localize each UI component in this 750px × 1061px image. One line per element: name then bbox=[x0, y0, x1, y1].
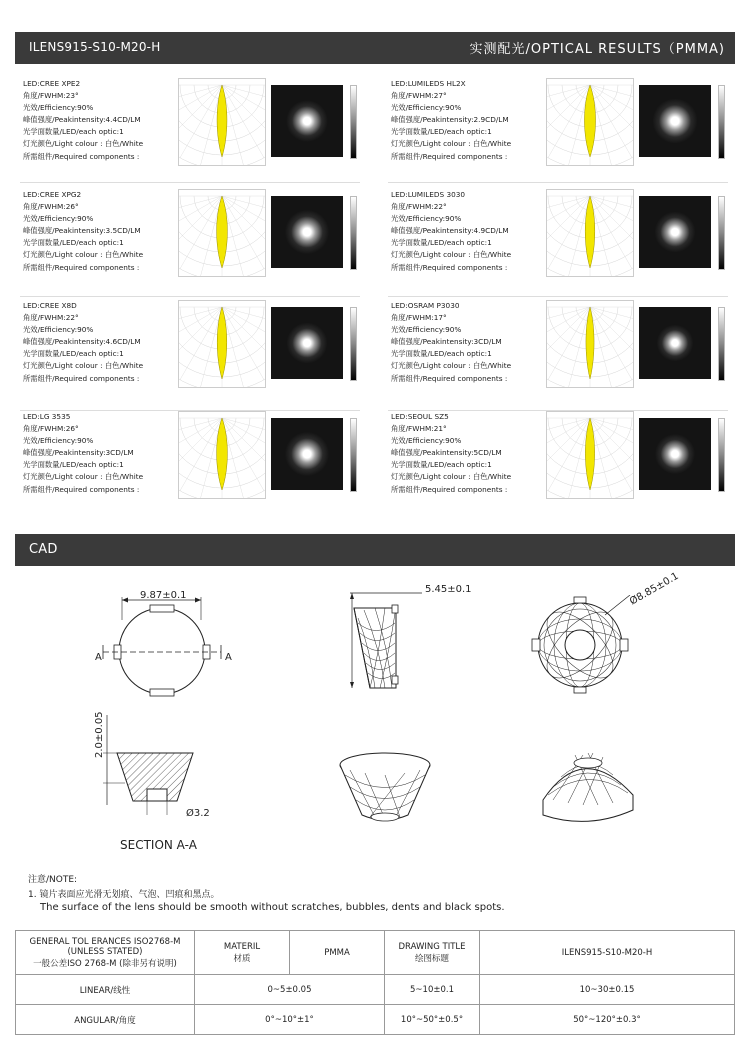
note-title: 注意/NOTE: bbox=[28, 875, 78, 885]
drawing-title-value: ILENS915-S10-M20-H bbox=[480, 931, 735, 975]
spec-efficiency: 光效/Efficiency:90% bbox=[391, 325, 462, 335]
polar-grid-spoke bbox=[590, 307, 632, 380]
polar-grid-spoke bbox=[222, 85, 266, 144]
illuminance-spot-image bbox=[639, 196, 711, 268]
polar-distribution-chart bbox=[546, 189, 634, 277]
drawing-label-cn: 绘图标题 bbox=[414, 953, 449, 964]
polar-grid-spoke bbox=[222, 307, 266, 366]
spec-led: LED:OSRAM P3030 bbox=[391, 301, 460, 310]
beam-distribution-curve bbox=[217, 307, 227, 379]
polar-distribution-chart bbox=[178, 300, 266, 388]
row-divider bbox=[20, 410, 360, 411]
polar-grid-spoke bbox=[180, 196, 222, 269]
note-line-cn: 1. 镜片表面应光滑无划痕、气泡、凹痕和黑点。 bbox=[28, 890, 220, 900]
polar-grid-spoke bbox=[178, 196, 222, 255]
cad-front-view bbox=[530, 595, 640, 705]
row-divider bbox=[20, 182, 360, 183]
general-tolerance-cell bbox=[16, 931, 195, 975]
spec-components: 所需组件/Required components : bbox=[23, 151, 140, 161]
polar-grid-spoke bbox=[590, 418, 632, 491]
spec-angle: 角度/FWHM:27° bbox=[391, 91, 447, 101]
spec-components: 所需组件/Required components : bbox=[391, 151, 508, 161]
polar-grid-spoke bbox=[222, 307, 266, 329]
polar-grid-spoke bbox=[222, 196, 266, 218]
cad-side-view bbox=[340, 588, 460, 693]
spec-peak: 峰值强度/Peakintensity:5CD/LM bbox=[391, 448, 502, 458]
spec-optic: 光学面数量/LED/each optic:1 bbox=[391, 127, 492, 137]
illuminance-spot-image bbox=[639, 307, 711, 379]
polar-grid-spoke bbox=[180, 418, 222, 491]
beam-distribution-curve bbox=[217, 85, 227, 157]
material-label-cell bbox=[195, 931, 290, 975]
dim-width: 9.87±0.1 bbox=[140, 590, 187, 601]
spec-led: LED:LG 3535 bbox=[23, 412, 71, 421]
drawing-label: DRAWING TITLE bbox=[398, 941, 466, 952]
polar-grid-spoke bbox=[222, 418, 264, 491]
polar-grid-spoke bbox=[222, 85, 266, 107]
polar-grid-spoke bbox=[590, 196, 634, 218]
polar-distribution-chart bbox=[178, 189, 266, 277]
polar-grid-spoke bbox=[222, 307, 264, 380]
section-title: 实测配光/OPTICAL RESULTS（PMMA) bbox=[469, 42, 725, 57]
polar-grid-spoke bbox=[178, 85, 222, 107]
spec-efficiency: 光效/Efficiency:90% bbox=[391, 436, 462, 446]
polar-distribution-chart bbox=[546, 78, 634, 166]
polar-grid-spoke bbox=[590, 196, 632, 269]
spec-colour: 灯光颜色/Light colour : 白色/White bbox=[23, 361, 144, 371]
polar-grid-spoke bbox=[546, 307, 590, 329]
optical-result-item bbox=[383, 78, 743, 184]
material-label: MATERIL bbox=[223, 941, 261, 952]
spec-components: 所需组件/Required components : bbox=[23, 262, 140, 272]
polar-grid-spoke bbox=[546, 418, 590, 440]
general-tolerance-en: GENERAL TOL ERANCES ISO2768-M bbox=[29, 936, 181, 947]
section-label: SECTION A-A bbox=[120, 838, 197, 852]
spec-peak: 峰值强度/Peakintensity:3CD/LM bbox=[391, 337, 502, 347]
spec-angle: 角度/FWHM:26° bbox=[23, 424, 79, 434]
row-divider bbox=[388, 182, 728, 183]
spec-angle: 角度/FWHM:22° bbox=[391, 202, 447, 212]
spec-colour: 灯光颜色/Light colour : 白色/White bbox=[23, 139, 144, 149]
illuminance-spot-image bbox=[271, 85, 343, 157]
polar-grid-spoke bbox=[178, 418, 222, 477]
intensity-scale-bar bbox=[718, 307, 725, 381]
row-divider bbox=[20, 296, 360, 297]
linear-range-2: 5~10±0.1 bbox=[385, 975, 480, 1005]
polar-grid-spoke bbox=[546, 85, 590, 107]
intensity-scale-bar bbox=[350, 307, 357, 381]
optical-result-item bbox=[383, 189, 743, 295]
beam-distribution-curve bbox=[217, 418, 228, 490]
intensity-scale-bar bbox=[718, 418, 725, 492]
polar-distribution-chart bbox=[178, 78, 266, 166]
optical-result-item bbox=[15, 189, 375, 295]
cad-bar bbox=[15, 534, 735, 566]
spec-list bbox=[391, 189, 511, 274]
spec-angle: 角度/FWHM:23° bbox=[23, 91, 79, 101]
spec-list bbox=[23, 189, 143, 274]
beam-distribution-curve bbox=[585, 196, 595, 268]
row-divider bbox=[388, 410, 728, 411]
polar-grid-spoke bbox=[590, 418, 634, 477]
polar-grid-spoke bbox=[590, 196, 634, 255]
cad-title: CAD bbox=[29, 542, 58, 557]
spec-colour: 灯光颜色/Light colour : 白色/White bbox=[391, 139, 512, 149]
polar-grid-spoke bbox=[178, 307, 222, 366]
section-mark-right: A bbox=[225, 652, 232, 663]
polar-grid-spoke bbox=[178, 418, 222, 440]
spec-components: 所需组件/Required components : bbox=[23, 484, 140, 494]
dim-section-height: 2.0±0.05 bbox=[94, 711, 105, 758]
polar-grid-spoke bbox=[546, 196, 590, 255]
polar-grid-spoke bbox=[546, 307, 590, 366]
material-label-cn: 材质 bbox=[233, 953, 251, 964]
cad-iso-view-2 bbox=[533, 745, 643, 825]
polar-grid-spoke bbox=[178, 307, 222, 329]
spec-peak: 峰值强度/Peakintensity:2.9CD/LM bbox=[391, 115, 509, 125]
spec-angle: 角度/FWHM:22° bbox=[23, 313, 79, 323]
polar-grid-spoke bbox=[548, 307, 590, 380]
note-line-en: The surface of the lens should be smooth without scratches, bubbles, dents and black spots. bbox=[40, 902, 505, 913]
polar-grid-spoke bbox=[590, 418, 634, 440]
spec-list bbox=[23, 78, 143, 163]
polar-grid-spoke bbox=[548, 85, 590, 158]
intensity-scale-bar bbox=[718, 85, 725, 159]
spec-led: LED:CREE XPE2 bbox=[23, 79, 81, 88]
spec-components: 所需组件/Required components : bbox=[391, 373, 508, 383]
table-row bbox=[16, 975, 735, 1005]
spec-efficiency: 光效/Efficiency:90% bbox=[23, 325, 94, 335]
polar-grid-spoke bbox=[222, 418, 266, 440]
spec-led: LED:CREE X8D bbox=[23, 301, 77, 310]
spec-angle: 角度/FWHM:17° bbox=[391, 313, 447, 323]
section-mark-left: A bbox=[95, 652, 102, 663]
spec-list bbox=[391, 411, 511, 496]
illuminance-spot-image bbox=[271, 196, 343, 268]
optical-result-item bbox=[383, 300, 743, 406]
illuminance-spot-image bbox=[271, 307, 343, 379]
table-row bbox=[16, 1005, 735, 1035]
beam-distribution-curve bbox=[585, 418, 594, 490]
polar-grid-spoke bbox=[548, 418, 590, 491]
dim-height: 5.45±0.1 bbox=[425, 584, 472, 595]
spec-optic: 光学面数量/LED/each optic:1 bbox=[23, 349, 124, 359]
beam-distribution-curve bbox=[584, 85, 595, 157]
linear-range-1: 0~5±0.05 bbox=[195, 975, 385, 1005]
linear-range-3: 10~30±0.15 bbox=[480, 975, 735, 1005]
optical-result-item bbox=[15, 300, 375, 406]
spec-efficiency: 光效/Efficiency:90% bbox=[23, 436, 94, 446]
spec-efficiency: 光效/Efficiency:90% bbox=[391, 214, 462, 224]
header-bar bbox=[15, 32, 735, 64]
optical-result-item bbox=[15, 78, 375, 184]
beam-distribution-curve bbox=[217, 196, 228, 268]
illuminance-spot-image bbox=[639, 85, 711, 157]
tolerance-table bbox=[15, 930, 735, 1035]
polar-distribution-chart bbox=[546, 300, 634, 388]
polar-grid-spoke bbox=[222, 196, 264, 269]
material-value: PMMA bbox=[290, 931, 385, 975]
spec-peak: 峰值强度/Peakintensity:3CD/LM bbox=[23, 448, 134, 458]
polar-grid-spoke bbox=[180, 85, 222, 158]
angular-label: ANGULAR/角度 bbox=[16, 1005, 195, 1035]
polar-grid-spoke bbox=[546, 418, 590, 477]
spec-led: LED:LUMILEDS 3030 bbox=[391, 190, 466, 199]
polar-grid-spoke bbox=[590, 85, 634, 107]
polar-grid-spoke bbox=[590, 307, 634, 329]
intensity-scale-bar bbox=[350, 418, 357, 492]
spec-components: 所需组件/Required components : bbox=[391, 262, 508, 272]
angular-range-3: 50°~120°±0.3° bbox=[480, 1005, 735, 1035]
cad-section-view bbox=[95, 705, 215, 825]
spec-list bbox=[23, 411, 143, 496]
spec-list bbox=[23, 300, 143, 385]
polar-grid-spoke bbox=[178, 196, 222, 218]
spec-list bbox=[391, 78, 511, 163]
polar-grid-spoke bbox=[222, 418, 266, 477]
spec-angle: 角度/FWHM:21° bbox=[391, 424, 447, 434]
polar-grid-spoke bbox=[222, 85, 264, 158]
polar-distribution-chart bbox=[178, 411, 266, 499]
spec-peak: 峰值强度/Peakintensity:3.5CD/LM bbox=[23, 226, 141, 236]
intensity-scale-bar bbox=[718, 196, 725, 270]
spec-led: LED:LUMILEDS HL2X bbox=[391, 79, 466, 88]
general-tolerance-en2: (UNLESS STATED) bbox=[67, 946, 143, 957]
spec-colour: 灯光颜色/Light colour : 白色/White bbox=[391, 472, 512, 482]
spec-led: LED:SEOUL SZ5 bbox=[391, 412, 449, 421]
spec-colour: 灯光颜色/Light colour : 白色/White bbox=[391, 250, 512, 260]
spec-components: 所需组件/Required components : bbox=[391, 484, 508, 494]
spec-optic: 光学面数量/LED/each optic:1 bbox=[391, 460, 492, 470]
model-name: ILENS915-S10-M20-H bbox=[29, 40, 161, 54]
spec-efficiency: 光效/Efficiency:90% bbox=[23, 103, 94, 113]
cad-iso-view-1 bbox=[330, 745, 440, 825]
polar-grid-spoke bbox=[590, 85, 632, 158]
polar-distribution-chart bbox=[546, 411, 634, 499]
row-divider bbox=[388, 296, 728, 297]
polar-grid-spoke bbox=[178, 85, 222, 144]
table-row bbox=[16, 931, 735, 975]
angular-range-1: 0°~10°±1° bbox=[195, 1005, 385, 1035]
spec-colour: 灯光颜色/Light colour : 白色/White bbox=[23, 472, 144, 482]
spec-efficiency: 光效/Efficiency:90% bbox=[391, 103, 462, 113]
spec-peak: 峰值强度/Peakintensity:4.6CD/LM bbox=[23, 337, 141, 347]
spec-colour: 灯光颜色/Light colour : 白色/White bbox=[391, 361, 512, 371]
spec-angle: 角度/FWHM:26° bbox=[23, 202, 79, 212]
spec-optic: 光学面数量/LED/each optic:1 bbox=[23, 127, 124, 137]
polar-grid-spoke bbox=[590, 85, 634, 144]
spec-efficiency: 光效/Efficiency:90% bbox=[23, 214, 94, 224]
dim-hole: Ø3.2 bbox=[186, 808, 210, 819]
polar-grid-spoke bbox=[548, 196, 590, 269]
spec-optic: 光学面数量/LED/each optic:1 bbox=[391, 349, 492, 359]
optical-result-item bbox=[15, 411, 375, 517]
intensity-scale-bar bbox=[350, 85, 357, 159]
spec-optic: 光学面数量/LED/each optic:1 bbox=[23, 238, 124, 248]
spec-led: LED:CREE XPG2 bbox=[23, 190, 82, 199]
polar-grid-spoke bbox=[222, 196, 266, 255]
polar-grid-spoke bbox=[590, 307, 634, 366]
angular-range-2: 10°~50°±0.5° bbox=[385, 1005, 480, 1035]
spec-optic: 光学面数量/LED/each optic:1 bbox=[23, 460, 124, 470]
linear-label: LINEAR/线性 bbox=[16, 975, 195, 1005]
drawing-label-cell bbox=[385, 931, 480, 975]
spec-list bbox=[391, 300, 511, 385]
illuminance-spot-image bbox=[271, 418, 343, 490]
polar-grid-spoke bbox=[180, 307, 222, 380]
spec-peak: 峰值强度/Peakintensity:4.4CD/LM bbox=[23, 115, 141, 125]
spec-optic: 光学面数量/LED/each optic:1 bbox=[391, 238, 492, 248]
dim-diameter: Ø8.85±0.1 bbox=[628, 570, 681, 608]
illuminance-spot-image bbox=[639, 418, 711, 490]
polar-grid-spoke bbox=[546, 196, 590, 218]
polar-grid-spoke bbox=[546, 85, 590, 144]
cad-top-view bbox=[88, 585, 238, 700]
intensity-scale-bar bbox=[350, 196, 357, 270]
general-tolerance-cn: 一般公差ISO 2768-M (除非另有说明) bbox=[33, 958, 177, 969]
optical-result-item bbox=[383, 411, 743, 517]
spec-components: 所需组件/Required components : bbox=[23, 373, 140, 383]
spec-peak: 峰值强度/Peakintensity:4.9CD/LM bbox=[391, 226, 509, 236]
spec-colour: 灯光颜色/Light colour : 白色/White bbox=[23, 250, 144, 260]
